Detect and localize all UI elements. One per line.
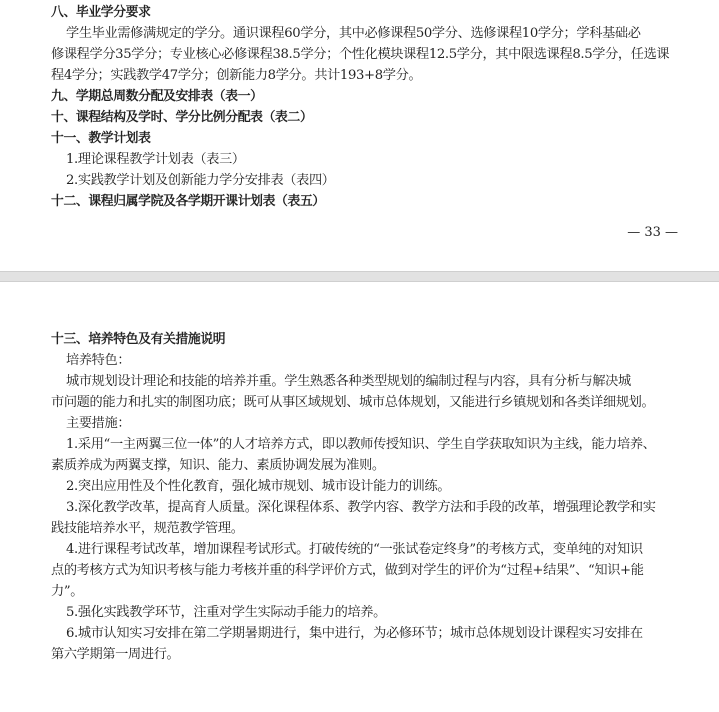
text-line: 城市规划设计理论和技能的培养并重。学生熟悉各种类型规划的编制过程与内容，具有分析与解决城: [66, 374, 631, 389]
list-item: 2.实践教学计划及创新能力学分安排表（表四）: [66, 173, 335, 188]
document-page-top: [0, 0, 719, 272]
list-item: 1.采用“一主两翼三位一体”的人才培养方式，即以教师传授知识、学生自学获取知识为主线，能力培养、: [66, 437, 656, 452]
document-page-bottom: [0, 281, 719, 712]
list-item: 6.城市认知实习安排在第二学期暑期进行，集中进行，为必修环节；城市总体规划设计课程实习安排在: [66, 626, 643, 641]
section-heading-training-features: 十三、培养特色及有关措施说明: [51, 332, 226, 347]
section-heading-course-schedule: 十二、课程归属学院及各学期开课计划表（表五）: [51, 194, 325, 209]
text-line: 素质养成为两翼支撑，知识、能力、素质协调发展为准则。: [51, 458, 385, 473]
text-line: 践技能培养水平，规范教学管理。: [51, 521, 244, 536]
page-bottom-content: [51, 329, 683, 665]
list-item: 2.突出应用性及个性化教育，强化城市规划、城市设计能力的训练。: [66, 479, 451, 494]
text-line: 市问题的能力和扎实的制图功底；既可从事区域规划、城市总体规划，又能进行乡镇规划和各类详细规划。: [51, 395, 655, 410]
subheading-measures: 主要措施：: [66, 416, 131, 431]
text-line: 第六学期第一周进行。: [51, 647, 180, 662]
section-heading-semester-weeks: 九、学期总周数分配及安排表（表一）: [51, 89, 263, 104]
text-line: 力”。: [51, 584, 84, 599]
subheading-features: 培养特色：: [66, 353, 131, 368]
section-heading-graduation-credits: 八、毕业学分要求: [51, 5, 151, 20]
page-number: — 33 —: [627, 225, 678, 240]
section-heading-course-structure: 十、课程结构及学时、学分比例分配表（表二）: [51, 110, 313, 125]
text-line: 学生毕业需修满规定的学分。通识课程60学分，其中必修课程50学分、选修课程10学分；学科基础必: [66, 26, 641, 41]
text-line: 程4学分；实践教学47学分；创新能力8学分。共计193+8学分。: [51, 68, 422, 83]
text-line: 修课程学分35学分；专业核心必修课程38.5学分；个性化模块课程12.5学分，其中限选课程8.5学分，任选课: [51, 47, 670, 62]
section-heading-teaching-plan: 十一、教学计划表: [51, 131, 151, 146]
list-item: 5.强化实践教学环节，注重对学生实际动手能力的培养。: [66, 605, 386, 620]
list-item: 1.理论课程教学计划表（表三）: [66, 152, 245, 167]
text-line: 点的考核方式为知识考核与能力考核并重的科学评价方式，做到对学生的评价为“过程+结果”、“知识+能: [51, 563, 644, 578]
list-item: 3.深化教学改革，提高育人质量。深化课程体系、教学内容、教学方法和手段的改革，增强理论教学和实: [66, 500, 656, 515]
page-top-content: [51, 2, 683, 212]
list-item: 4.进行课程考试改革，增加课程考试形式。打破传统的“一张试卷定终身”的考核方式，变单纯的对知识: [66, 542, 643, 557]
